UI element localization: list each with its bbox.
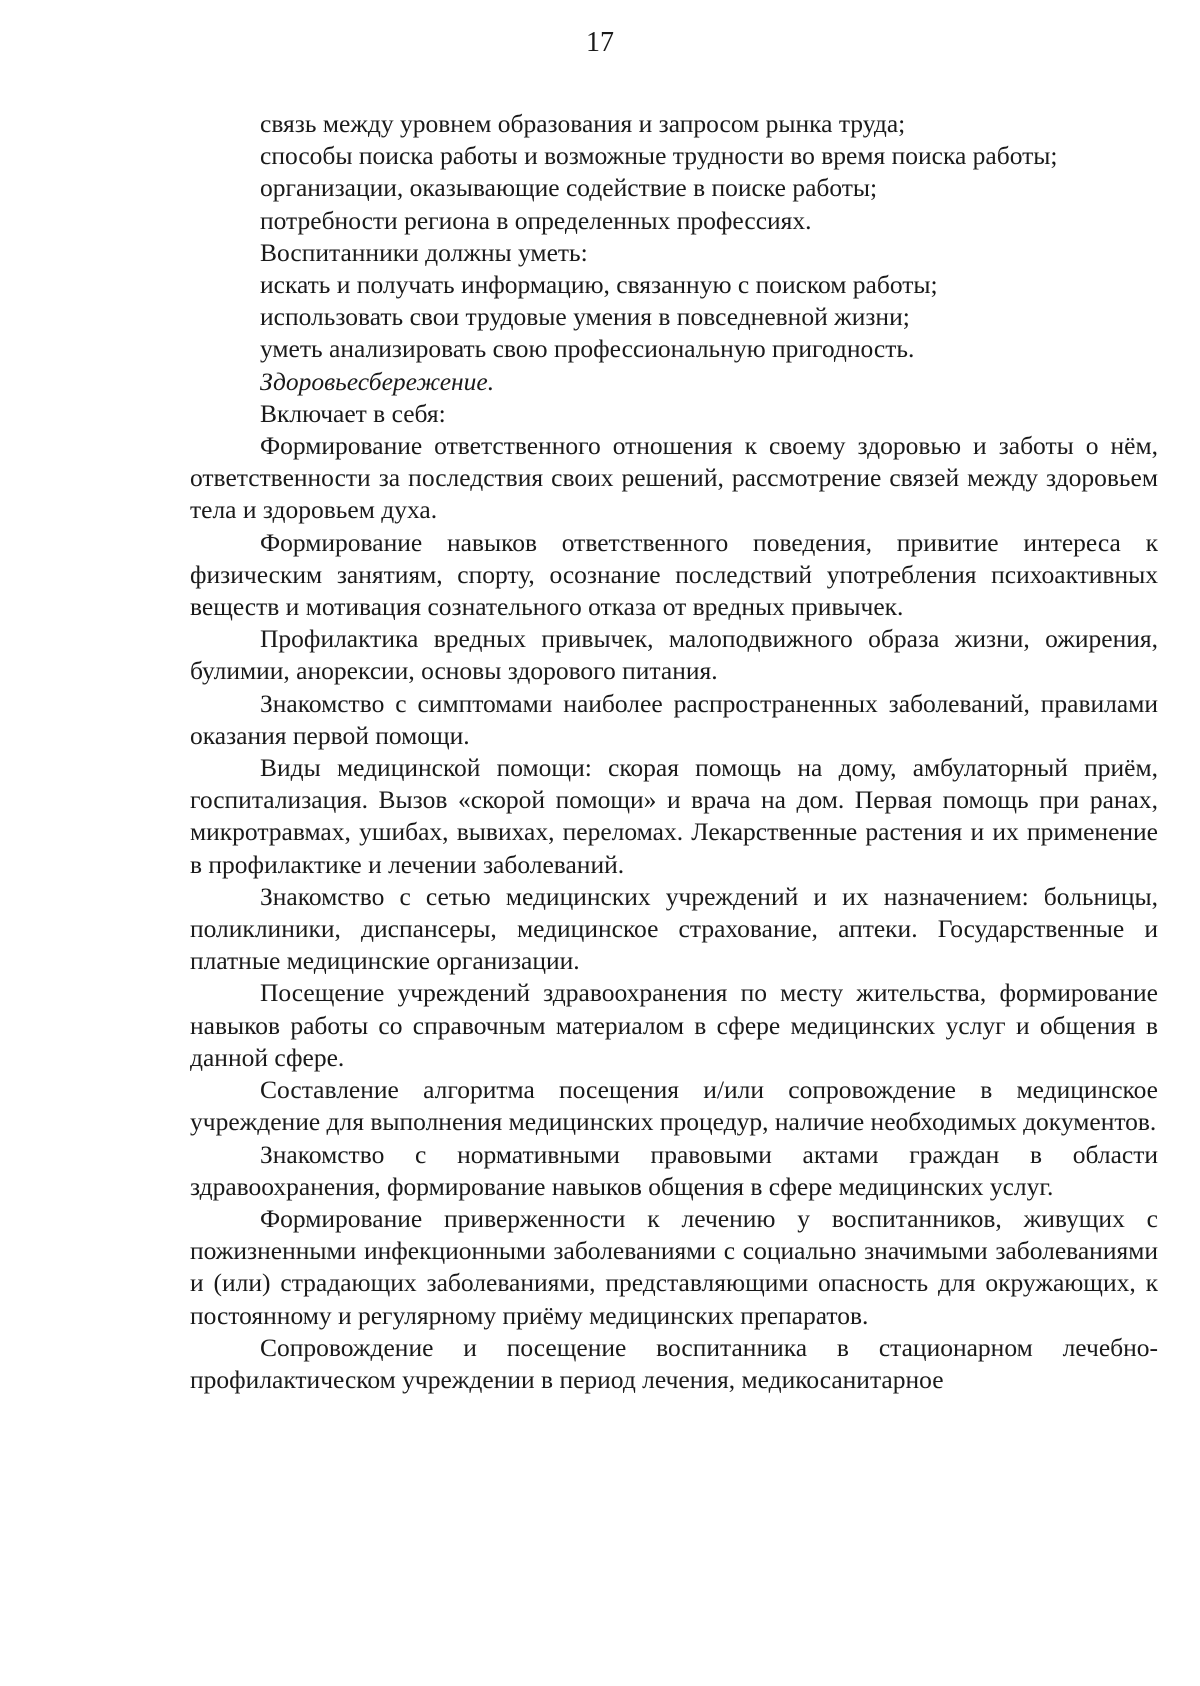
includes-label: Включает в себя: xyxy=(260,398,446,428)
list-item: использовать свои трудовые умения в повседневной жизни; xyxy=(260,302,910,332)
paragraph: Профилактика вредных привычек, малоподвижного образа жизни, ожирения, булимии, анорексии, основы здорового питания. xyxy=(190,624,1158,686)
paragraph: Посещение учреждений здравоохранения по месту жительства, формирование навыков работы со справочным материалом в сфере медицинских услуг и общения в данной сфере. xyxy=(190,978,1158,1072)
page-number: 17 xyxy=(586,27,614,58)
paragraph: Составление алгоритма посещения и/или сопровождение в медицинское учреждение для выполнения медицинских процедур, наличие необходимых документов. xyxy=(190,1075,1158,1137)
section-heading: Здоровьесбережение. xyxy=(260,366,495,396)
list-item: потребности региона в определенных профессиях. xyxy=(260,205,812,235)
list-item: Воспитанники должны уметь: xyxy=(260,237,588,267)
paragraph: Сопровождение и посещение воспитанника в стационарном лечебно-профилактическом учреждении в период лечения, медикосанитарное xyxy=(190,1332,1158,1394)
paragraph: Знакомство с симптомами наиболее распространенных заболеваний, правилами оказания первой помощи. xyxy=(190,688,1158,750)
list-item: способы поиска работы и возможные трудности во время поиска работы; xyxy=(260,141,1058,171)
paragraph: Знакомство с нормативными правовыми актами граждан в области здравоохранения, формирование навыков общения в сфере медицинских услуг. xyxy=(190,1139,1158,1201)
paragraph: Формирование приверженности к лечению у воспитанников, живущих с пожизненными инфекционными заболеваниями с социально значимыми заболеваниями и (или) страдающих заболеваниями, представляющими опасность для окружающих, к постоянному и регулярному приёму медицинских препаратов. xyxy=(190,1203,1158,1330)
paragraph: Знакомство с сетью медицинских учреждений и их назначением: больницы, поликлиники, диспансеры, медицинское страхование, аптеки. Государственные и платные медицинские организации. xyxy=(190,881,1158,976)
list-item: уметь анализировать свою профессиональную пригодность. xyxy=(260,334,915,364)
paragraph: Виды медицинской помощи: скорая помощь на дому, амбулаторный приём, госпитализация. Вызов «скорой помощи» и врача на дом. Первая помощь при ранах, микротравмах, ушибах, вывихах, переломах. Лекарственные растения и их применение в профилактике и лечении заболеваний. xyxy=(190,753,1158,879)
document-body xyxy=(190,108,1158,1396)
list-item: связь между уровнем образования и запросом рынка труда; xyxy=(260,109,906,138)
paragraph: Формирование ответственного отношения к своему здоровью и заботы о нём, ответственности за последствия своих решений, рассмотрение связей между здоровьем тела и здоровьем духа. xyxy=(190,431,1158,525)
list-item: искать и получать информацию, связанную с поиском работы; xyxy=(260,270,938,300)
list-item: организации, оказывающие содействие в поиске работы; xyxy=(260,173,878,203)
paragraph: Формирование навыков ответственного поведения, привитие интереса к физическим занятиям, спорту, осознание последствий употребления психоактивных веществ и мотивация сознательного отказа от вредных привычек. xyxy=(190,527,1158,622)
